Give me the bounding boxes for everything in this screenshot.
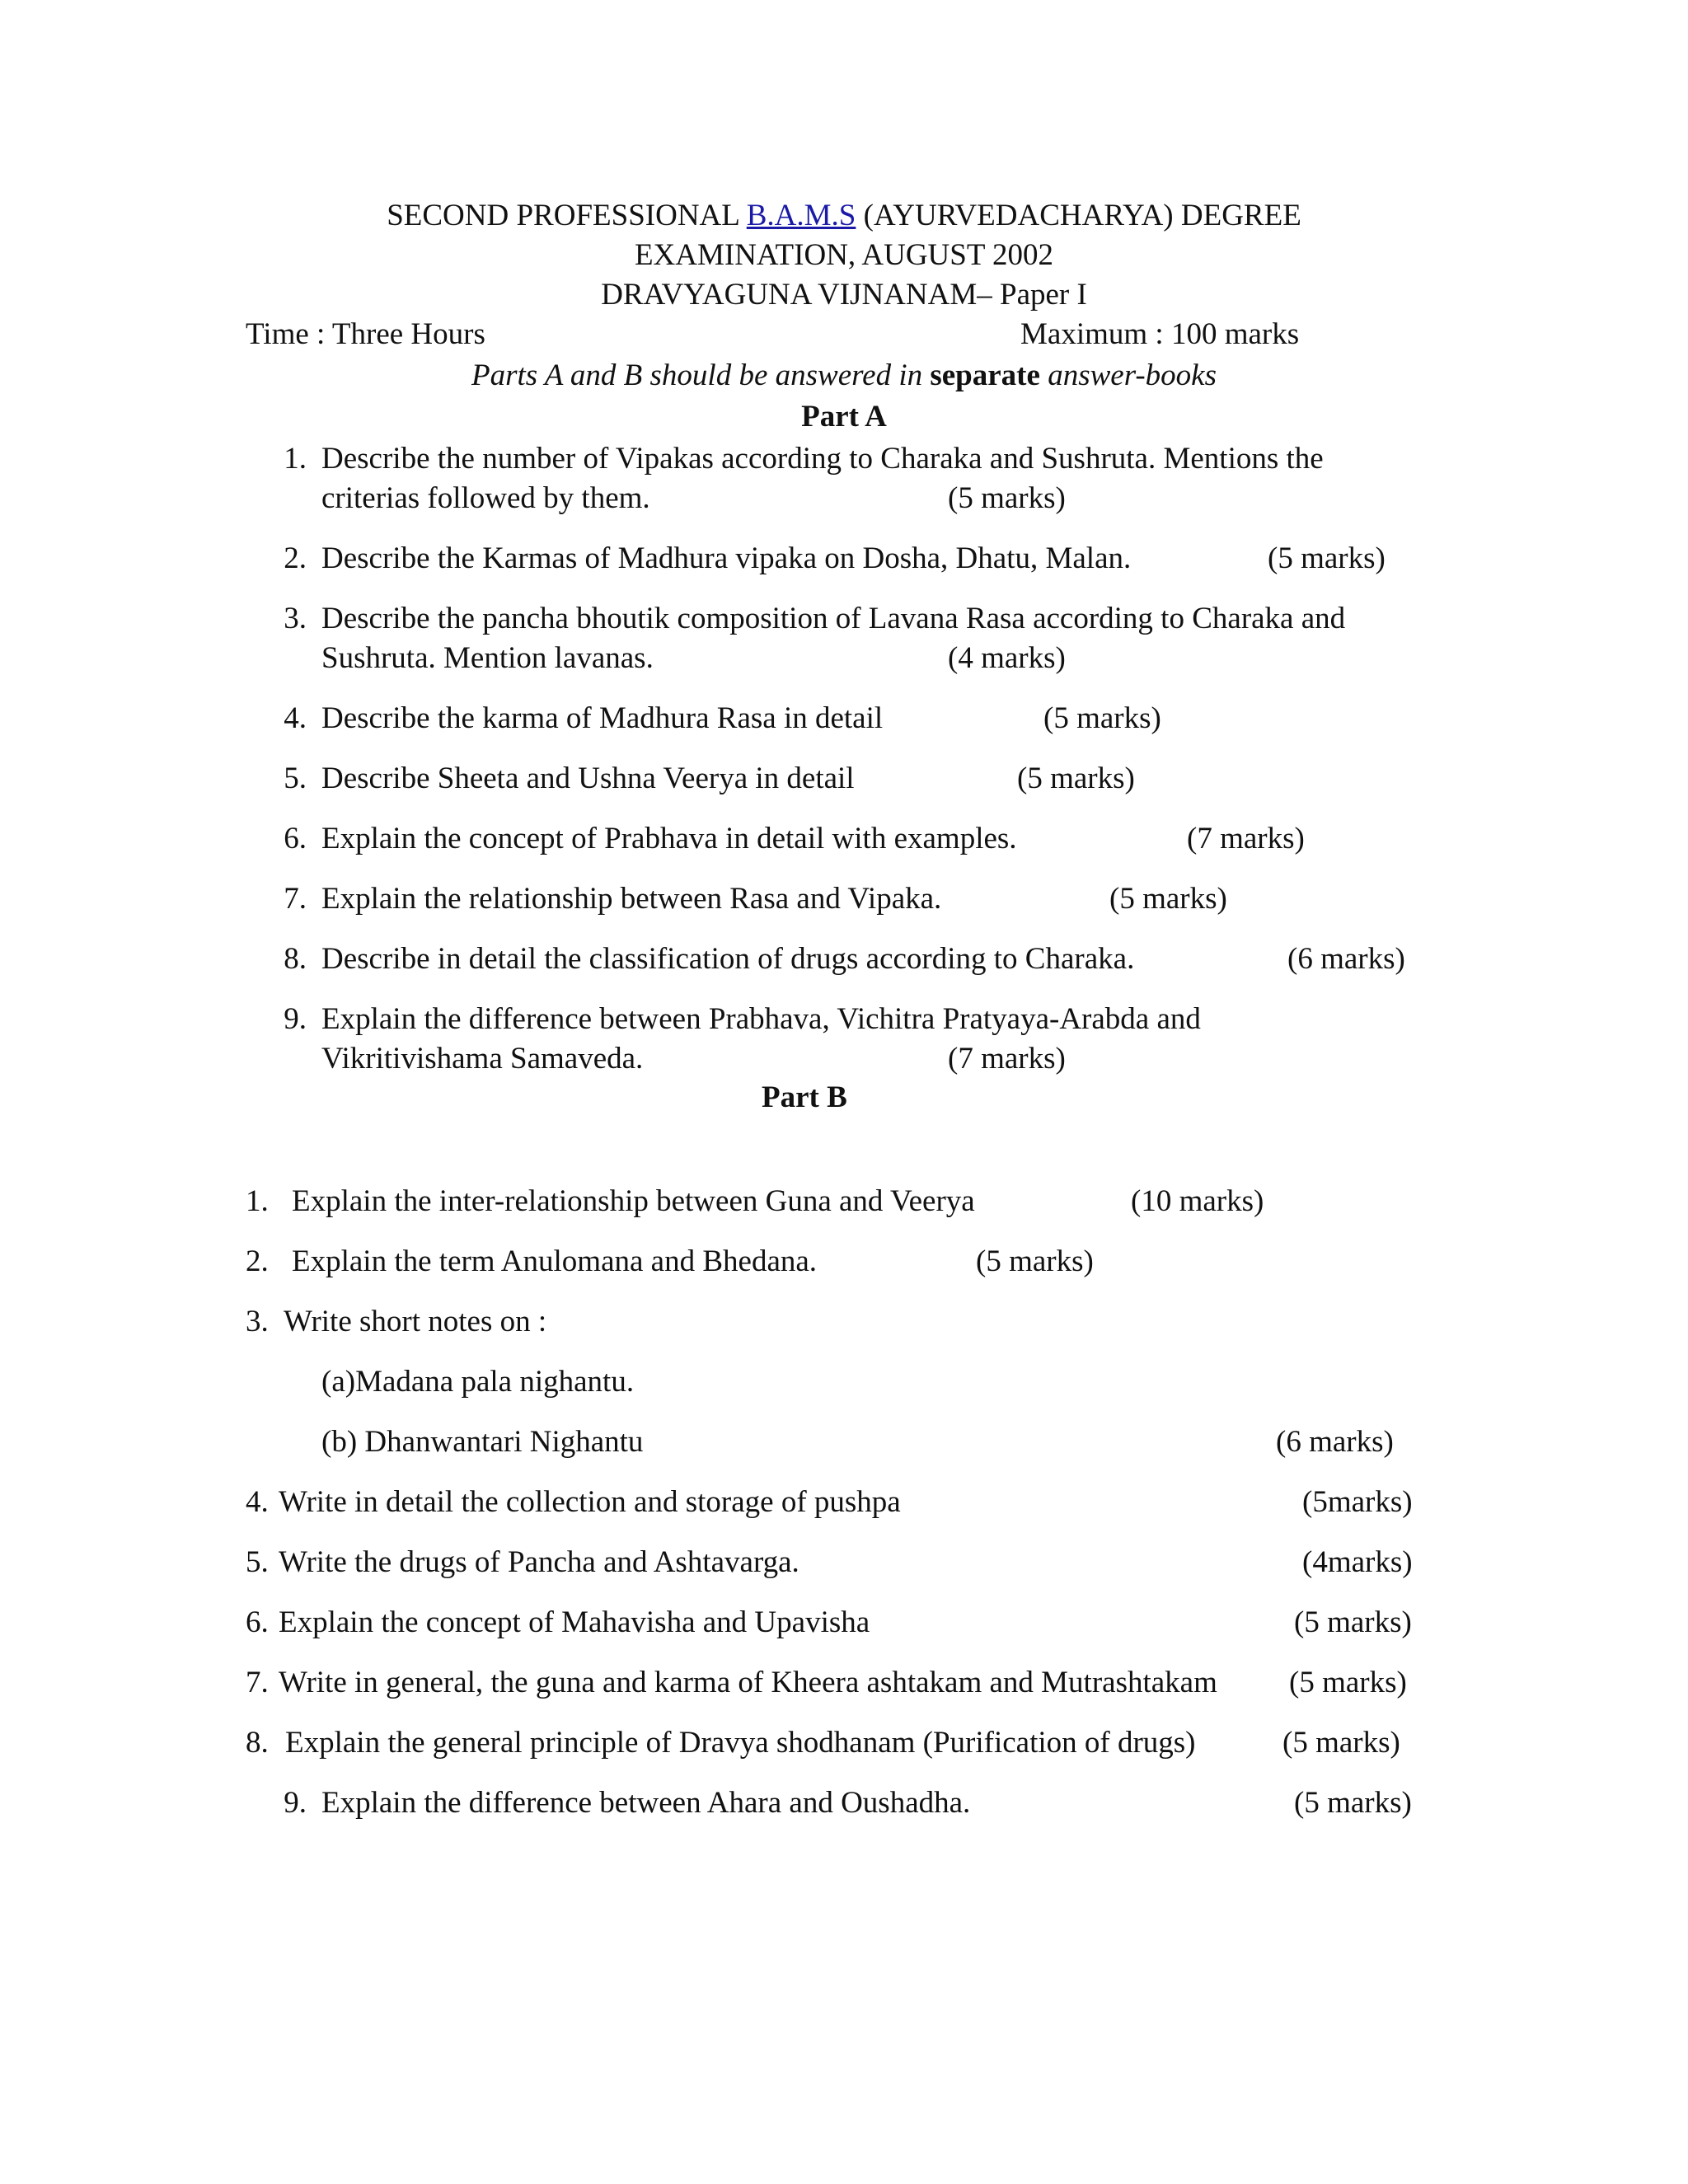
- part-b-q4-number: 4.: [246, 1485, 269, 1519]
- part-b-q6-number: 6.: [246, 1605, 269, 1639]
- header-line-3: DRAVYAGUNA VIJNANAM– Paper I: [601, 278, 1087, 312]
- instruction-post: answer-books: [1039, 359, 1217, 392]
- part-b-q2-text: Explain the term Anulomana and Bhedana.: [292, 1244, 818, 1278]
- part-a-q7-line1: Explain the relationship between Rasa and Vipaka.: [321, 882, 942, 916]
- part-b-q9-marks: (5 marks): [1294, 1786, 1412, 1820]
- part-b-q8-number: 8.: [246, 1726, 269, 1760]
- part-b-q7-number: 7.: [246, 1666, 269, 1699]
- part-a-q2-line1: Describe the Karmas of Madhura vipaka on Dosha, Dhatu, Malan.: [321, 541, 1132, 575]
- part-b-q5-marks: (4marks): [1302, 1545, 1413, 1579]
- part-a-q6-line1: Explain the concept of Prabhava in detail with examples.: [321, 822, 1017, 855]
- part-a-q8-line1: Describe in detail the classification of drugs according to Charaka.: [321, 942, 1135, 976]
- part-b-q2-marks: (5 marks): [976, 1244, 1094, 1278]
- header-line-1-suffix: (AYURVEDACHARYA) DEGREE: [856, 199, 1301, 232]
- part-b-q9-text: Explain the difference between Ahara and Oushadha.: [321, 1786, 971, 1820]
- part-a-q2-marks: (5 marks): [1268, 541, 1386, 575]
- part-a-q1-marks: (5 marks): [948, 481, 1066, 515]
- header-line-2: EXAMINATION, AUGUST 2002: [634, 238, 1054, 272]
- part-a-q6-number: 6.: [284, 822, 307, 855]
- part-a-q8-number: 8.: [284, 942, 307, 976]
- header-line-1: [0, 196, 1688, 236]
- part-a-q4-marks: (5 marks): [1043, 701, 1161, 735]
- part-a-q5-line1: Describe Sheeta and Ushna Veerya in detail: [321, 762, 855, 795]
- part-a-title: Part A: [801, 400, 887, 434]
- maximum-marks-label: Maximum : 100 marks: [1020, 317, 1300, 351]
- part-a-q3-marks: (4 marks): [948, 641, 1066, 675]
- part-b-q7-text: Write in general, the guna and karma of Kheera ashtakam and Mutrashtakam: [279, 1666, 1217, 1699]
- part-a-q4-line1: Describe the karma of Madhura Rasa in detail: [321, 701, 884, 735]
- part-b-q5-number: 5.: [246, 1545, 269, 1579]
- part-a-q4-number: 4.: [284, 701, 307, 735]
- part-b-q3-sub-a: (a)Madana pala nighantu.: [321, 1365, 635, 1399]
- part-a-q5-marks: (5 marks): [1017, 762, 1135, 795]
- part-b-q7-marks: (5 marks): [1289, 1666, 1407, 1699]
- part-a-q3-line1: Describe the pancha bhoutik composition of Lavana Rasa according to Charaka and: [321, 602, 1346, 635]
- instruction-bold: separate: [930, 359, 1040, 392]
- part-b-q3-marks: (6 marks): [1276, 1425, 1394, 1459]
- part-a-q1-line2: criterias followed by them.: [321, 481, 650, 515]
- part-a-q2-number: 2.: [284, 541, 307, 575]
- part-b-q4-marks: (5marks): [1302, 1485, 1413, 1519]
- part-a-q9-number: 9.: [284, 1002, 307, 1036]
- part-a-q9-line2: Vikritivishama Samaveda.: [321, 1042, 644, 1076]
- part-b-q1-marks: (10 marks): [1131, 1184, 1264, 1218]
- part-b-q3-text: Write short notes on :: [284, 1305, 547, 1338]
- part-a-q3-number: 3.: [284, 602, 307, 635]
- part-b-q3-sub-b: (b) Dhanwantari Nighantu: [321, 1425, 644, 1459]
- part-b-q8-marks: (5 marks): [1282, 1726, 1400, 1760]
- part-b-q1-text: Explain the inter-relationship between Guna and Veerya: [292, 1184, 975, 1218]
- part-a-q7-marks: (5 marks): [1109, 882, 1227, 916]
- part-a-q1-number: 1.: [284, 442, 307, 476]
- part-b-q6-marks: (5 marks): [1294, 1605, 1412, 1639]
- part-b-q5-text: Write the drugs of Pancha and Ashtavarga.: [279, 1545, 799, 1579]
- part-b-q3-number: 3.: [246, 1305, 269, 1338]
- part-b-q9-number: 9.: [284, 1786, 307, 1820]
- part-a-q7-number: 7.: [284, 882, 307, 916]
- part-a-q1-line1: Describe the number of Vipakas according to Charaka and Sushruta. Mentions the: [321, 442, 1324, 476]
- part-b-q6-text: Explain the concept of Mahavisha and Upavisha: [279, 1605, 870, 1639]
- part-b-q4-text: Write in detail the collection and storage of pushpa: [279, 1485, 901, 1519]
- part-b-title: Part B: [762, 1080, 847, 1114]
- time-label: Time : Three Hours: [246, 317, 485, 351]
- bams-link[interactable]: B.A.M.S: [746, 199, 856, 232]
- part-b-q8-text: Explain the general principle of Dravya shodhanam (Purification of drugs): [285, 1726, 1196, 1760]
- part-a-q8-marks: (6 marks): [1287, 942, 1405, 976]
- header-line-1-prefix: SECOND PROFESSIONAL: [387, 199, 747, 232]
- part-b-q2-number: 2.: [246, 1244, 269, 1278]
- part-a-q9-line1: Explain the difference between Prabhava, Vichitra Pratyaya-Arabda and: [321, 1002, 1201, 1036]
- part-a-q5-number: 5.: [284, 762, 307, 795]
- part-a-q6-marks: (7 marks): [1187, 822, 1305, 855]
- instruction-line: [0, 356, 1688, 396]
- part-b-q1-number: 1.: [246, 1184, 269, 1218]
- part-a-q9-marks: (7 marks): [948, 1042, 1066, 1076]
- instruction-pre: Parts A and B should be answered in: [471, 359, 931, 392]
- part-a-q3-line2: Sushruta. Mention lavanas.: [321, 641, 654, 675]
